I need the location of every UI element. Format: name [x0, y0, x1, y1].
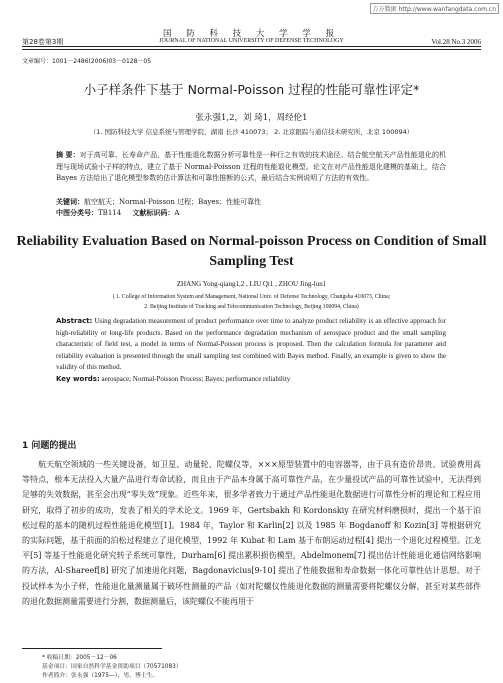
- footnote-funding: 基金项目：国家自然科学基金资助项目（70571083）: [42, 664, 182, 670]
- keywords-cn: [56, 197, 446, 209]
- journal-title-en: JOURNAL OF NATIONAL UNIVERSITY OF DEFENSE TECHNOLOGY: [159, 38, 344, 44]
- section-heading: 1 问题的提出: [22, 441, 77, 451]
- abstract-en-text: Using degradation measurement of product performance over time to analyze product reliability is an effective approach for high-reliability or long-life products. Based on the performance degradation mechanism of aerospace product and the small sampling characteristic of field test, a model in terms of Normal-Poisson process is proposed. Then the calculation formula for parameter and reliability evaluation is presented through the small sampling test combined with Bayes method. Finally, an example is given to show the validity of this method.: [56, 317, 446, 371]
- abstract-cn-text: 对于高可靠、长寿命产品，基于性能退化数据分析可靠性是一种行之有效的技术途径。结合航空航天产品性能退化的机理与现场试验小子样的特点，建立了基于 Normal-Poisson 过程的性能退化模型。论文在对产品性能退化建模的基础上，结合 Bayes 方法给出了退化模型参数的估计算法和可靠性推断的公式，最后结合实例说明了方法的有效性。: [56, 151, 446, 182]
- classification-cn: [56, 208, 446, 220]
- authors-cn: 张永强1,2，刘 琦1，周经伦1: [195, 113, 308, 123]
- volume-info: Vol.28 No.3 2006: [431, 38, 481, 46]
- keywords-en: [56, 374, 446, 386]
- doc-code-value: A: [174, 209, 180, 217]
- issue-number: 第28卷第3期: [22, 38, 64, 46]
- authors-en: ZHANG Yong-qiang1,2 , LIU Qi1 , ZHOU Jing-lun1: [176, 280, 327, 288]
- paper-title-en: Reliability Evaluation Based on Normal-poisson Process on Condition of Small Sampling Test: [16, 234, 487, 269]
- affiliation-en-2: 2. Beijing Institute of Tracking and Telecommunication Technology, Beijing 100094, China): [144, 304, 359, 310]
- paper-title-cn: 小子样条件下基于 Normal-Poisson 过程的性能可靠性评定*: [83, 82, 420, 97]
- doc-code-label: 文献标识码：: [132, 209, 175, 217]
- clc-value: TB114: [98, 209, 122, 217]
- article-id: 文章编号：1001－2486(2006)03－0128－05: [22, 58, 152, 65]
- clc-label: 中图分类号：: [56, 209, 98, 217]
- footnote-author: 作者简介：张永强（1975—），男，博士生。: [42, 673, 159, 679]
- keywords-cn-text: 航空航天；Normal-Poisson 过程；Bayes；性能可靠性: [84, 198, 262, 206]
- keywords-en-text: aerospace; Normal-Poisson Process; Bayes; performance reliability: [101, 375, 291, 383]
- journal-title-cn: 国 防 科 技 大 学 学 报: [163, 29, 340, 39]
- section-body: 航天航空领域的一些关键设备，如卫星、动量轮、陀螺仪等，×××原型装置中的电容器等，由于具有造价昂贵、试验费用高等特点，根本无法投入大量产品进行寿命试验，而且由于产品本身属于高可靠性产品，在少量投试产品的可靠性试验中，无法得到足够的失效数据，甚至会出现“零失效”现象。近些年来，很多学者致力于通过产品性能退化数据进行可靠性分析的理论和工程应用研究，取得了初步的成功，发表了相关的学术论文。1969 年，Gertsbakh 和 Kordonskiy 在研究材料磨损时，提出一个基于泊松过程的基本的随机过程性能退化模型[1]。1984 年，Taylor 和 Karlin[2] 以及 1985 年 Bogdanoff 和 Kozin[3] 等根据研究的实际问题，基于前面的泊松过程建立了退化模型，1992 年 Kubat 和 Lam 基于布朗运动过程[4] 提出一个退化过程模型。江龙平[5] 等基于性能退化研究转子系统可靠性，Durham[6] 提出累积损伤模型，Abdelmonem[7] 提出估计性能退化通信网络影响的方法，Al-Shareef[8] 研究了加速退化问题，Bagdonavicius[9-10] 提出了性能数据和寿命数据一体化可靠性估计思想。对于投试样本为小子样，性能退化量测量属于破坏性测量的产品（如对陀螺仪性能退化数据的测量需要将陀螺仪分解，甚至对某些部件的退化数据测量需要进行分割，数据测量后，该陀螺仪不能再用于: [22, 460, 481, 606]
- abstract-cn: [56, 150, 446, 185]
- affiliation-cn: （1. 国防科技大学 信息系统与管理学院，湖南 长沙 410073； 2. 北京跟踪与通信技术研究所，北京 100094）: [89, 128, 414, 136]
- abstract-cn-label: 摘 要：: [56, 151, 80, 159]
- affiliation-en-1: ( 1. College of Information System and Management, National Univ. of Defense Technology, Changsha 410073, China;: [112, 294, 391, 300]
- abstract-en-label: Abstract:: [56, 317, 93, 325]
- header-rule-thin: [22, 49, 481, 50]
- keywords-en-label: Key words:: [56, 375, 100, 383]
- footnote-rule: [22, 648, 162, 649]
- keywords-cn-label: 关键词：: [56, 198, 84, 206]
- watermark: 万方数据 http://www.wanfangdata.com.cn: [370, 3, 499, 14]
- footnote-received: * 收稿日期：2005－12－06: [42, 655, 117, 661]
- abstract-en: [56, 316, 446, 374]
- header-rule-thick: [22, 46, 481, 47]
